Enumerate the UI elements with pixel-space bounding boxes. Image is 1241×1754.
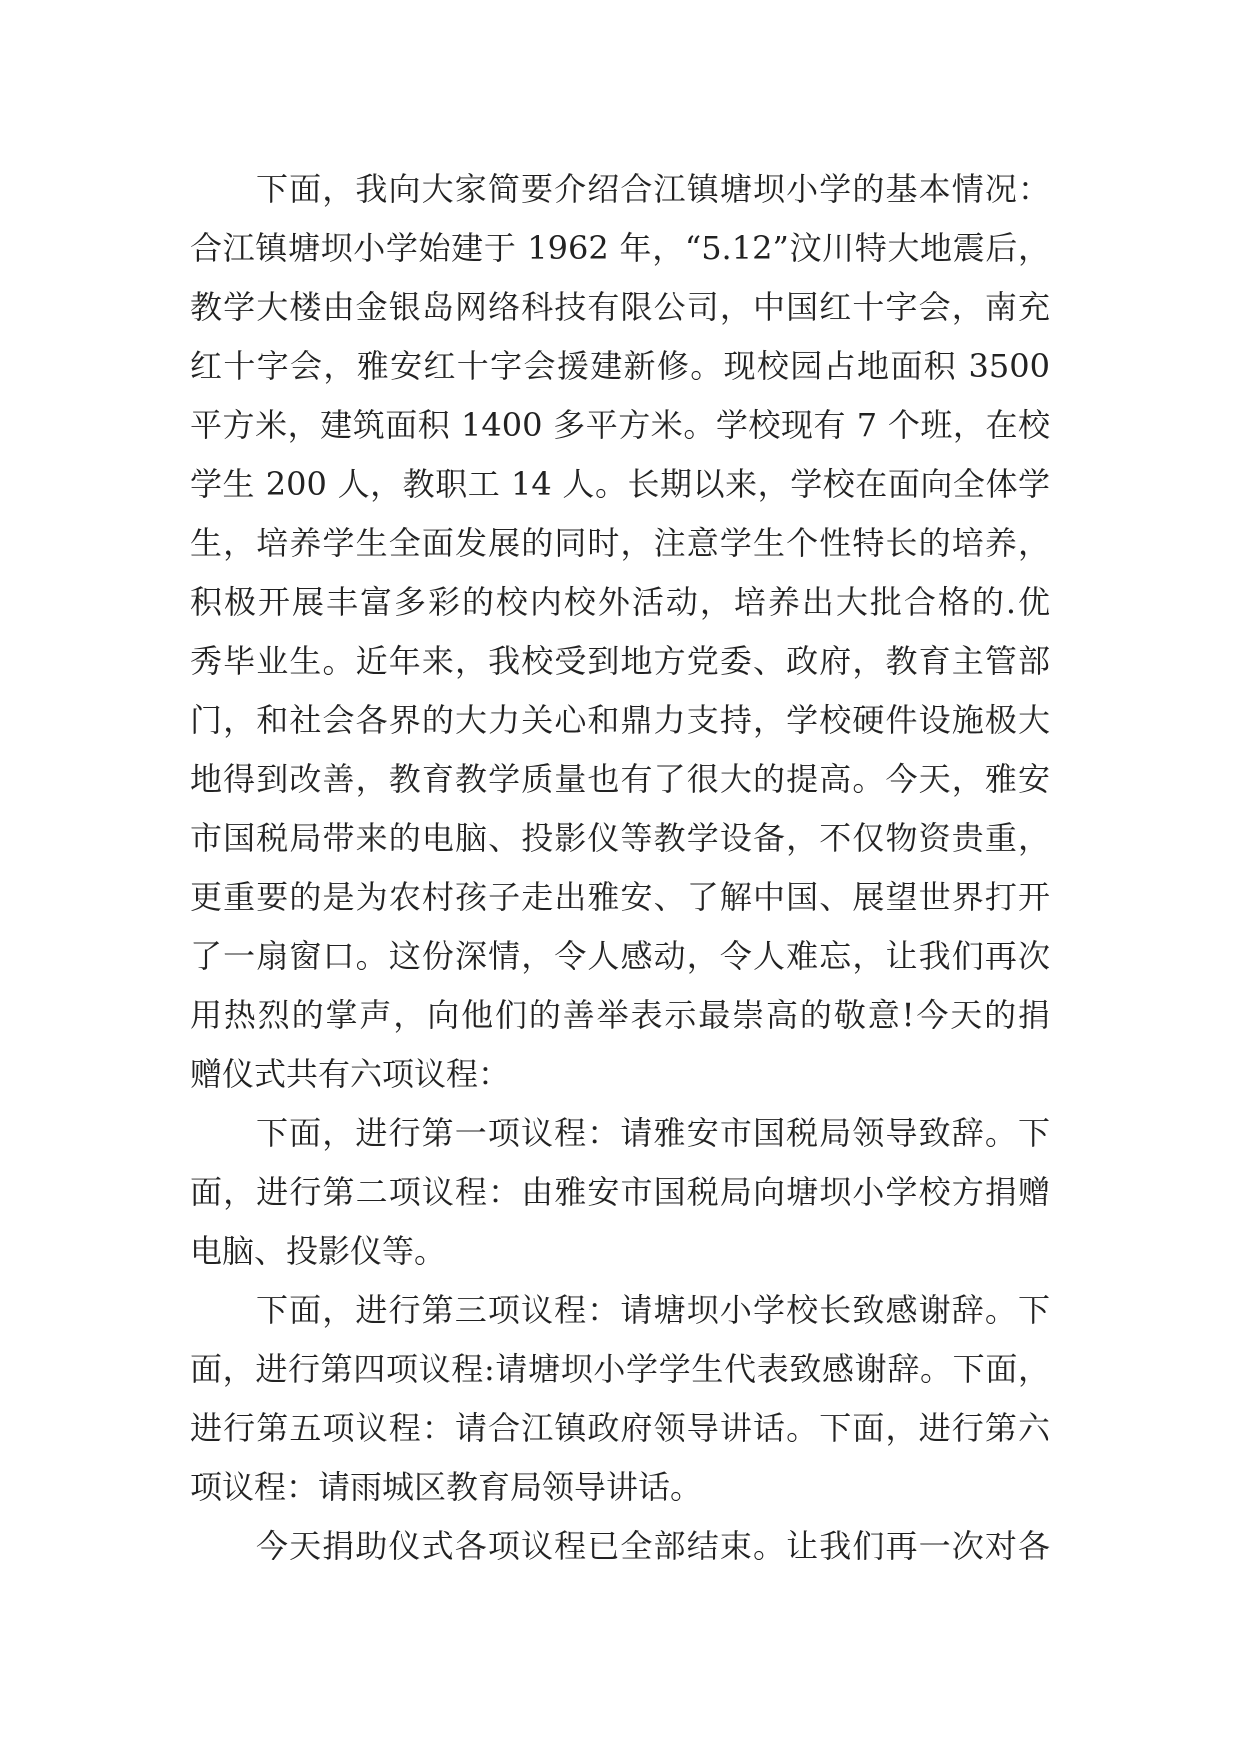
- text-line: 今天捐助仪式各项议程已全部结束。让我们再一次对各: [256, 1527, 1050, 1565]
- text-line: 下面，我向大家简要介绍合江镇塘坝小学的基本情况：: [256, 170, 1050, 208]
- text-line: 生，培养学生全面发展的同时，注意学生个性特长的培养，: [190, 524, 1050, 562]
- text-line: 更重要的是为农村孩子走出雅安、了解中国、展望世界打开: [190, 878, 1050, 916]
- paragraph-agenda-items-1-2: [190, 1104, 1050, 1281]
- text-line: 门，和社会各界的大力关心和鼎力支持，学校硬件设施极大: [190, 701, 1050, 739]
- paragraph-closing: [190, 1517, 1050, 1576]
- text-line: 合江镇塘坝小学始建于 1962 年，“5.12”汶川特大地震后，: [190, 229, 1050, 267]
- text-line: 秀毕业生。近年来，我校受到地方党委、政府，教育主管部: [190, 642, 1050, 680]
- text-line: 项议程：请雨城区教育局领导讲话。: [190, 1468, 703, 1506]
- text-line: 下面，进行第一项议程：请雅安市国税局领导致辞。下: [256, 1114, 1050, 1152]
- paragraph-school-introduction: [190, 160, 1050, 1104]
- text-line: 用热烈的掌声，向他们的善举表示最崇高的敬意!今天的捐: [190, 996, 1050, 1034]
- paragraph-agenda-items-3-6: [190, 1281, 1050, 1517]
- text-line: 教学大楼由金银岛网络科技有限公司，中国红十字会，南充: [190, 288, 1050, 326]
- text-line: 电脑、投影仪等。: [190, 1232, 447, 1270]
- text-line: 红十字会，雅安红十字会援建新修。现校园占地面积 3500: [190, 347, 1050, 385]
- text-line: 下面，进行第三项议程：请塘坝小学校长致感谢辞。下: [256, 1291, 1050, 1329]
- text-line: 了一扇窗口。这份深情，令人感动，令人难忘，让我们再次: [190, 937, 1050, 975]
- text-line: 市国税局带来的电脑、投影仪等教学设备，不仅物资贵重，: [190, 819, 1050, 857]
- text-line: 平方米，建筑面积 1400 多平方米。学校现有 7 个班，在校: [190, 406, 1050, 444]
- text-line: 面，进行第二项议程：由雅安市国税局向塘坝小学校方捐赠: [190, 1173, 1050, 1211]
- text-line: 学生 200 人，教职工 14 人。长期以来，学校在面向全体学: [190, 465, 1050, 503]
- text-line: 积极开展丰富多彩的校内校外活动，培养出大批合格的.优: [190, 583, 1050, 621]
- document-body: [190, 160, 1050, 1576]
- text-line: 面，进行第四项议程:请塘坝小学学生代表致感谢辞。下面，: [190, 1350, 1050, 1388]
- text-line: 进行第五项议程：请合江镇政府领导讲话。下面，进行第六: [190, 1409, 1050, 1447]
- text-line: 赠仪式共有六项议程：: [190, 1055, 511, 1093]
- text-line: 地得到改善，教育教学质量也有了很大的提高。今天，雅安: [190, 760, 1050, 798]
